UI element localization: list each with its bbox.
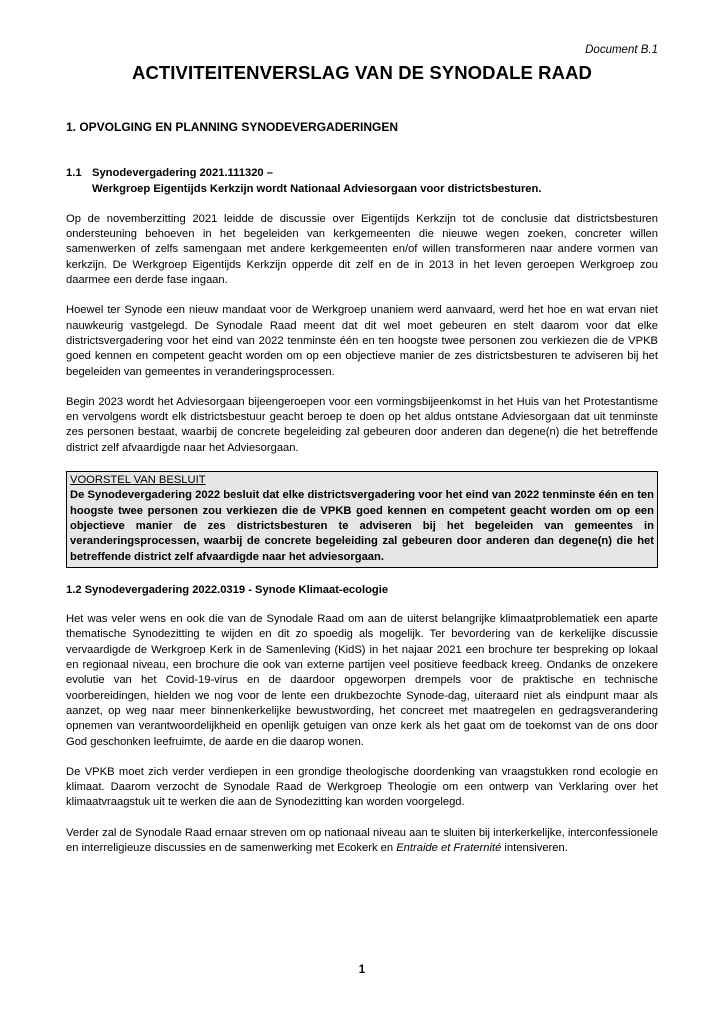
page-title: ACTIVITEITENVERSLAG VAN DE SYNODALE RAAD <box>131 62 593 83</box>
decision-proposal-text: De Synodevergadering 2022 besluit dat elke districtsvergadering voor het eind van 2022 tenminste één en ten hoogste twee personen zou verkiezen die de VPKB goed kennen en competent geacht worden om op een objectieve manier de zes districtsbesturen te adviseren bij het begeleiden van gemeentes in veranderingsprocessen, waarbij de concrete begeleiding zal gebeuren door anderen dan degene(n) die het betreffende district zelf afvaardigde naar het adviesorgaan. <box>70 489 654 563</box>
decision-proposal-box <box>66 471 658 568</box>
paragraph: Het was veler wens en ook die van de Synodale Raad om aan de uiterst belangrijke klimaatproblematiek een aparte thematische Synodezitting te wijden en dit zo spoedig als mogelijk. Ter bevordering van de kerkelijke discussie vervaardigde de Werkgroep Kerk in de Samenleving (KidS) in het najaar 2021 een brochure ter bespreking op lokaal en regionaal niveau, een brochure die ook van externe partijen veel positieve feedback kreeg. Ondanks de onzekere evolutie van het Covid-19-virus en de daardoor opgeworpen drempels voor de praktische en technische voorbereidingen, hielden we nog voor de lente een drukbezochte Synode-dag, uiteraard niet als eindpunt maar als aanzet, op weg naar meer binnenkerkelijke bewustwording, het concreet met maatregelen en gedragsverandering opnemen van verantwoordelijkheid en openlijk getuigen van onze kerk als het gaat om de toekomst van de ons door God geschonken leefruimte, de aarde en die daarop wonen. <box>66 613 658 748</box>
paragraph: Begin 2023 wordt het Adviesorgaan bijeengeroepen voor een vormingsbijeenkomst in het Huis van het Protestantisme en vervolgens wordt elk districtsbestuur geacht beroep te doen op het aldus ontstane Adviesorgaan dat uit tenminste zes personen bestaat, waarbij de concrete begeleiding zal gebeuren door anderen dan degene(n) die het betreffende district zelf afvaardigde naar het Adviesorgaan. <box>66 395 658 454</box>
paragraph: De VPKB moet zich verder verdiepen in een grondige theologische doordenking van vraagstukken rond ecologie en klimaat. Daarom verzocht de Synodale Raad de Werkgroep Theologie om een ontwerp van Verklaring over het klimaatvraagstuk uit te werken die aan de Synodezitting kan worden voorgelegd. <box>66 765 658 809</box>
subsection-title-line1: Synodevergadering 2021.111320 – <box>92 167 273 180</box>
paragraph: Hoewel ter Synode een nieuw mandaat voor de Werkgroep unaniem werd aanvaard, werd het hoe en wat ervan niet nauwkeurig vastgelegd. De Synodale Raad meent dat dit wel moet gebeuren en stelt daarom voor dat elke districtsvergadering voor het eind van 2022 tenminste één en ten hoogste twee personen zou verkiezen die de VPKB goed kennen en competent geacht worden om op een objectieve manier de zes districtsbesturen te adviseren bij het begeleiden van gemeentes in veranderingsprocessen. <box>66 304 658 378</box>
subsection-number: 1.1 <box>66 167 82 180</box>
subsection-heading <box>66 166 658 181</box>
subsection-title-line2: Werkgroep Eigentijds Kerkzijn wordt Nationaal Adviesorgaan voor districtsbesturen. <box>92 182 542 195</box>
subsection-heading-2: 1.2 Synodevergadering 2022.0319 - Synode Klimaat-ecologie <box>66 583 389 596</box>
paragraph-text: Verder zal de Synodale Raad ernaar streven om op nationaal niveau aan te sluiten bij interkerkelijke, interconfessionele en interreligieuze discussies en de samenwerking met Ecokerk en <box>66 826 658 854</box>
paragraph-text-end: intensiveren. <box>501 841 568 854</box>
paragraph: Op de novemberzitting 2021 leidde de discussie over Eigentijds Kerkzijn tot de conclusie dat districtsbesturen ondersteuning behoeven in het begeleiden van kerkgemeenten die nieuwe wegen zoeken, concreter willen samenwerken of zelfs samengaan met andere kerkgemeenten en/of willen transformeren naar andere vormen van kerkzijn. De Werkgroep Eigentijds Kerkzijn opperde dit zelf en de in 2013 in het leven geroepen Werkgroep zou daarmee een derde fase ingaan. <box>66 212 658 287</box>
decision-proposal-heading: VOORSTEL VAN BESLUIT <box>70 474 206 487</box>
document-body <box>66 120 658 871</box>
organisation-name-italic: Entraide et Fraternité <box>396 841 502 854</box>
section-heading: 1. OPVOLGING EN PLANNING SYNODEVERGADERINGEN <box>66 120 399 134</box>
paragraph-last <box>66 826 658 857</box>
page-number: 1 <box>358 964 366 976</box>
document-reference: Document B.1 <box>585 44 658 56</box>
